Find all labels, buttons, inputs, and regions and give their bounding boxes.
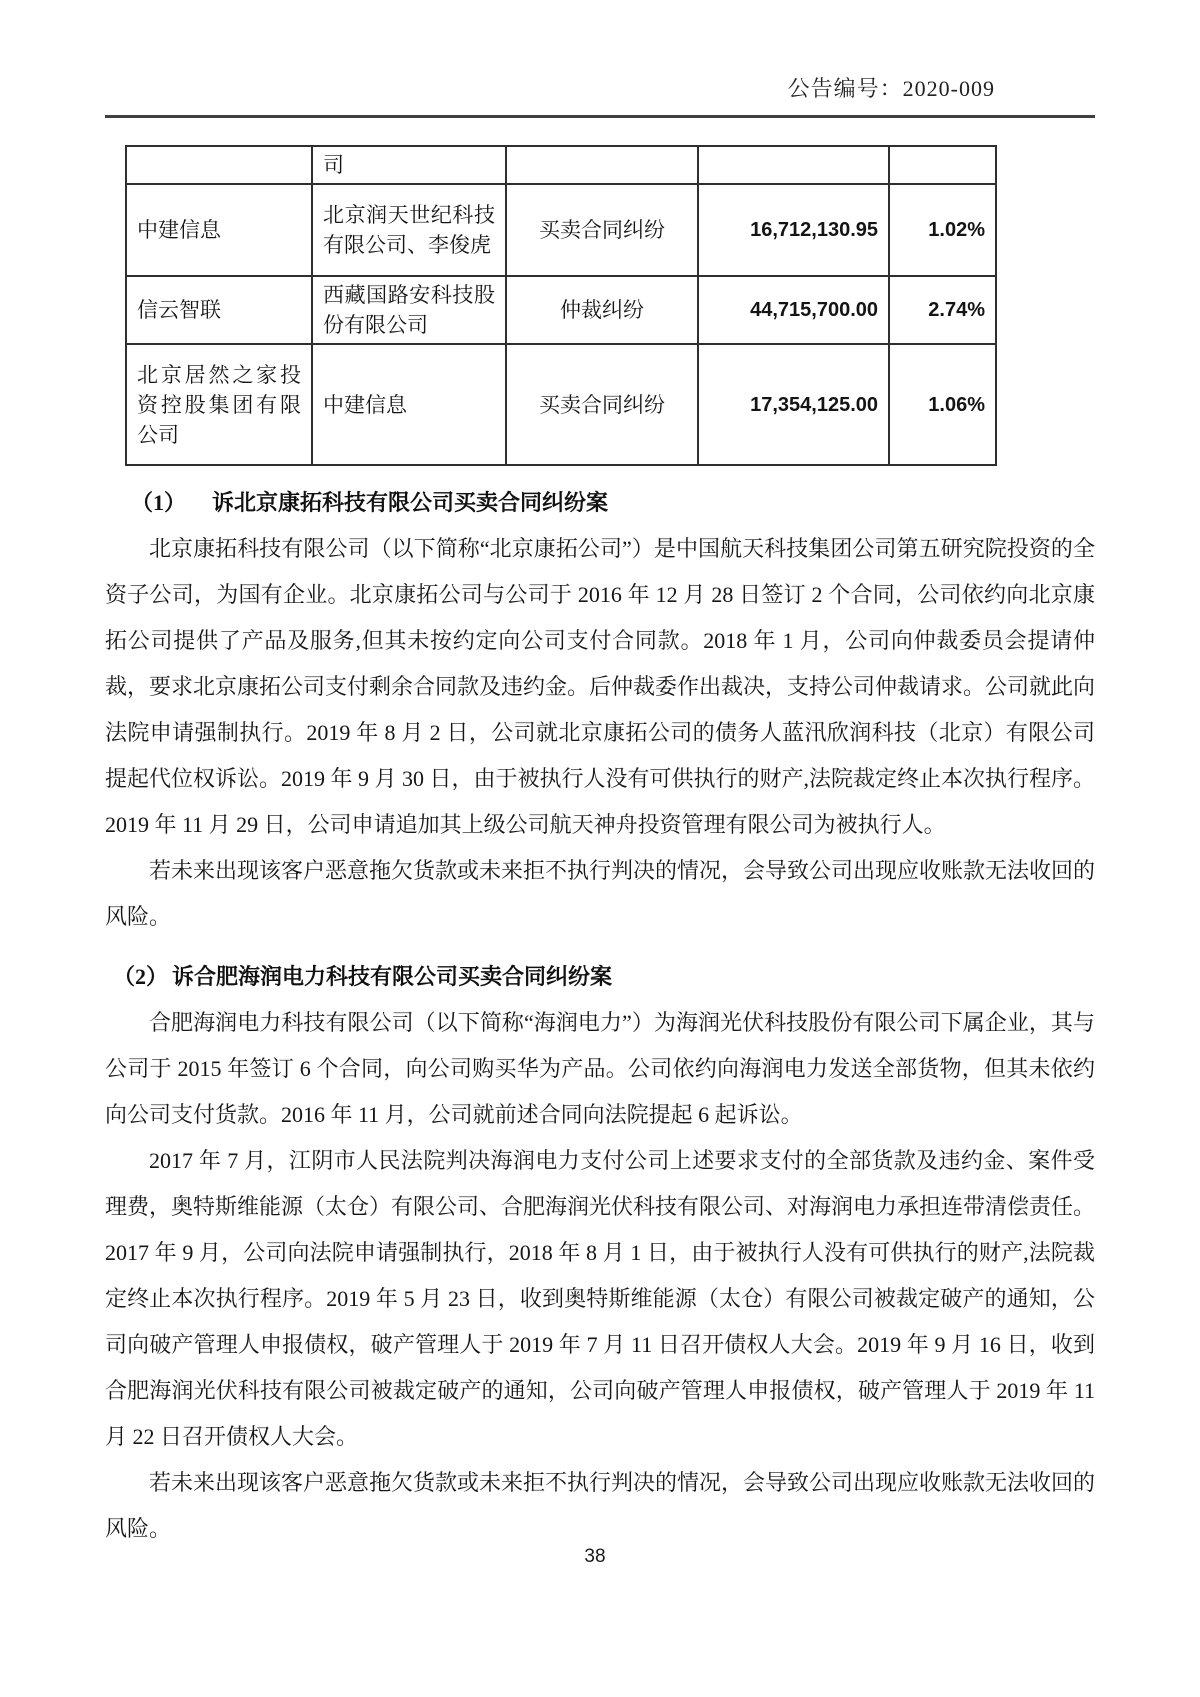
cell-counterparty: 中建信息 (312, 344, 506, 465)
table-row (126, 184, 996, 276)
header-rule (105, 115, 1095, 118)
section-2-number: （2） (113, 964, 169, 989)
cell-ratio: 2.74% (889, 276, 996, 344)
body-paragraph: 若未来出现该客户恶意拖欠货款或未来拒不执行判决的情况，会导致公司出现应收账款无法收回的风险。 (105, 858, 1096, 929)
cell-ratio: 1.06% (889, 344, 996, 465)
body-paragraph: 北京康拓科技有限公司（以下简称“北京康拓公司”）是中国航天科技集团公司第五研究院投资的全资子公司，为国有企业。北京康拓公司与公司于 2016 年 12 月 28 日签订 2 个合同，公司依约向北京康拓公司提供了产品及服务,但其未按约定向公司支付合同款。2018 年 1 月，公司向仲裁委员会提请仲裁，要求北京康拓公司支付剩余合同款及违约金。后仲裁委作出裁决，支持公司仲裁请求。公司就此向法院申请强制执行。2019 年 8 月 2 日，公司就北京康拓公司的债务人蓝汛欣润科技（北京）有限公司提起代位权诉讼。2019 年 9 月 30 日，由于被执行人没有可供执行的财产,法院裁定终止本次执行程序。2019 年 11 月 29 日，公司申请追加其上级公司航天神舟投资管理有限公司为被执行人。 (105, 536, 1096, 837)
cell-case-type: 买卖合同纠纷 (506, 344, 698, 465)
cell-counterparty: 西藏国路安科技股份有限公司 (312, 276, 506, 344)
body-paragraph: 2017 年 7 月，江阴市人民法院判决海润电力支付公司上述要求支付的全部货款及违约金、案件受理费，奥特斯维能源（太仓）有限公司、合肥海润光伏科技有限公司、对海润电力承担连带清偿责任。2017 年 9 月，公司向法院申请强制执行，2018 年 8 月 1 日，由于被执行人没有可供执行的财产,法院裁定终止本次执行程序。2019 年 5 月 23 日，收到奥特斯维能源（太仓）有限公司被裁定破产的通知，公司向破产管理人申报债权，破产管理人于 2019 年 7 月 11 日召开债权人大会。2019 年 9 月 16 日，收到合肥海润光伏科技有限公司被裁定破产的通知，公司向破产管理人申报债权，破产管理人于 2019 年 11 月 22 日召开债权人大会。 (105, 1148, 1096, 1449)
cell-company: 中建信息 (126, 184, 312, 276)
body-paragraph: 若未来出现该客户恶意拖欠货款或未来拒不执行判决的情况，会导致公司出现应收账款无法收回的风险。 (105, 1470, 1096, 1541)
cell-ratio (889, 146, 996, 184)
cell-counterparty: 北京润天世纪科技有限公司、李俊虎 (312, 184, 506, 276)
cell-amount: 17,354,125.00 (698, 344, 889, 465)
cell-company: 北京居然之家投资控股集团有限公司 (126, 344, 312, 465)
cell-amount (698, 146, 889, 184)
section-case-2 (105, 954, 1095, 1552)
cell-company (126, 146, 312, 184)
table-row-continuation (126, 146, 996, 184)
section-1-title: 诉北京康拓科技有限公司买卖合同纠纷案 (212, 490, 609, 515)
page-number: 38 (584, 1546, 606, 1567)
cell-case-type (506, 146, 698, 184)
cell-case-type: 买卖合同纠纷 (506, 184, 698, 276)
section-1-number: （1） (131, 490, 187, 515)
section-2-title: 诉合肥海润电力科技有限公司买卖合同纠纷案 (172, 964, 613, 989)
cell-amount: 44,715,700.00 (698, 276, 889, 344)
section-1-heading (105, 480, 1095, 526)
cell-counterparty: 司 (312, 146, 506, 184)
cell-amount: 16,712,130.95 (698, 184, 889, 276)
litigation-table (125, 145, 997, 466)
section-2-heading (105, 954, 1095, 1000)
cell-company: 信云智联 (126, 276, 312, 344)
table-row (126, 276, 996, 344)
cell-case-type: 仲裁纠纷 (506, 276, 698, 344)
doc-number: 公告编号：2020-009 (787, 76, 995, 101)
body-paragraph: 合肥海润电力科技有限公司（以下简称“海润电力”）为海润光伏科技股份有限公司下属企业，其与公司于 2015 年签订 6 个合同，向公司购买华为产品。公司依约向海润电力发送全部货物，但其未依约向公司支付货款。2016 年 11 月，公司就前述合同向法院提起 6 起诉讼。 (105, 1010, 1095, 1127)
table-row (126, 344, 996, 465)
cell-ratio: 1.02% (889, 184, 996, 276)
section-case-1 (105, 480, 1095, 940)
